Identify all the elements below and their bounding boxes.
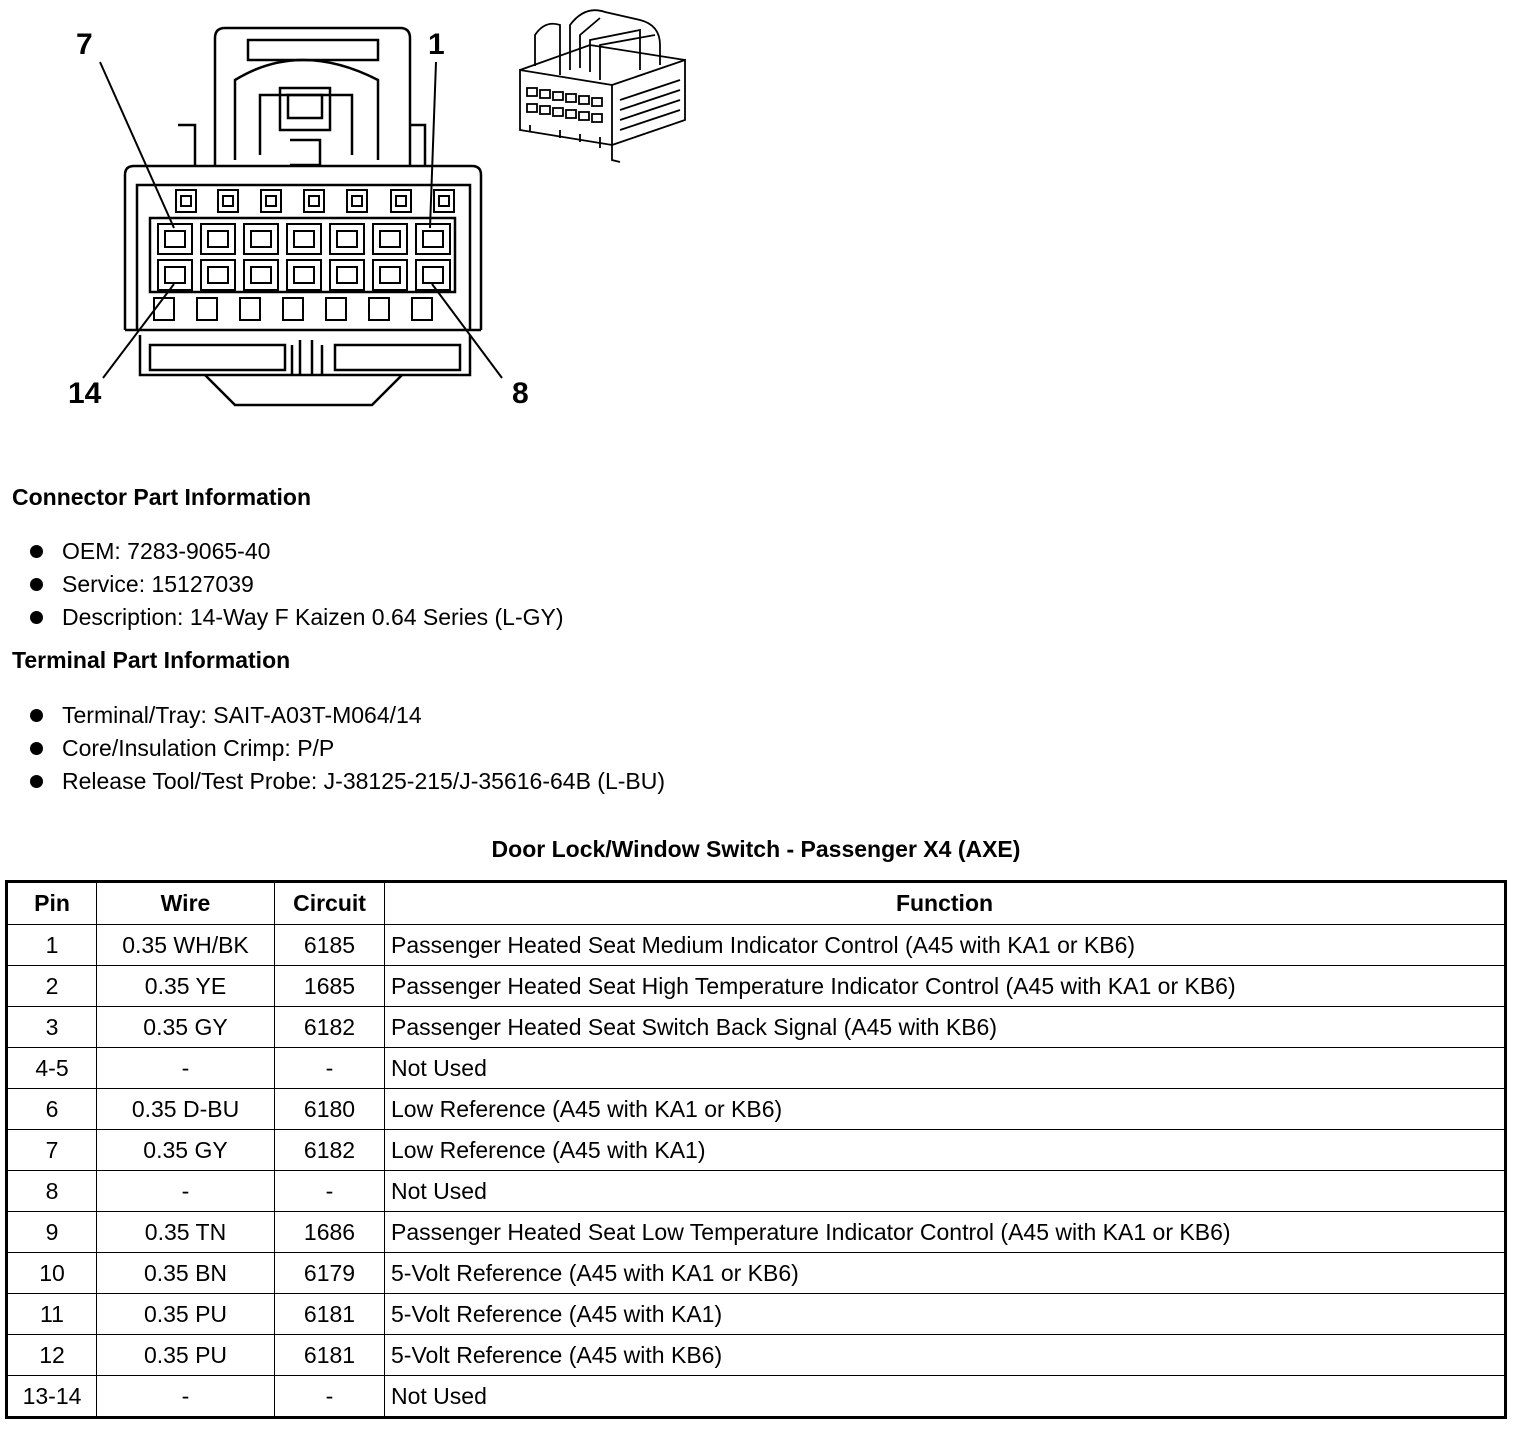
- cell-function: Passenger Heated Seat Switch Back Signal (A45 with KB6): [385, 1007, 1506, 1048]
- cavity-row-top: [176, 190, 454, 212]
- header-wire: Wire: [97, 882, 275, 925]
- cell-pin: 10: [7, 1253, 97, 1294]
- table-title: Door Lock/Window Switch - Passenger X4 (AXE): [491, 836, 1021, 862]
- connector-face-drawing: [125, 28, 481, 405]
- list-item: Service: 15127039: [30, 568, 564, 601]
- cell-function: Low Reference (A45 with KA1 or KB6): [385, 1089, 1506, 1130]
- cell-circuit: 6185: [275, 925, 385, 966]
- cell-circuit: 6181: [275, 1294, 385, 1335]
- list-item: OEM: 7283-9065-40: [30, 535, 564, 568]
- cell-wire: 0.35 GY: [97, 1007, 275, 1048]
- bullet-icon: [30, 742, 43, 755]
- cell-pin: 1: [7, 925, 97, 966]
- table-row: [7, 925, 1506, 966]
- cell-function: Low Reference (A45 with KA1): [385, 1130, 1506, 1171]
- cell-pin: 4-5: [7, 1048, 97, 1089]
- header-pin: Pin: [7, 882, 97, 925]
- cell-pin: 11: [7, 1294, 97, 1335]
- cell-wire: 0.35 D-BU: [97, 1089, 275, 1130]
- cell-circuit: 1686: [275, 1212, 385, 1253]
- cell-pin: 12: [7, 1335, 97, 1376]
- cell-function: 5-Volt Reference (A45 with KA1 or KB6): [385, 1253, 1506, 1294]
- cell-function: Passenger Heated Seat High Temperature Indicator Control (A45 with KA1 or KB6): [385, 966, 1506, 1007]
- header-circuit: Circuit: [275, 882, 385, 925]
- cell-function: Passenger Heated Seat Low Temperature Indicator Control (A45 with KA1 or KB6): [385, 1212, 1506, 1253]
- pinout-table: [5, 880, 1507, 1419]
- cell-wire: 0.35 WH/BK: [97, 925, 275, 966]
- header-function: Function: [385, 882, 1506, 925]
- bullet-icon: [30, 578, 43, 591]
- cell-function: Not Used: [385, 1048, 1506, 1089]
- cell-circuit: 6182: [275, 1007, 385, 1048]
- table-row: [7, 1048, 1506, 1089]
- cell-wire: 0.35 BN: [97, 1253, 275, 1294]
- cell-pin: 7: [7, 1130, 97, 1171]
- table-row: [7, 1376, 1506, 1418]
- cell-pin: 2: [7, 966, 97, 1007]
- cell-wire: -: [97, 1376, 275, 1418]
- cell-circuit: 6181: [275, 1335, 385, 1376]
- cell-circuit: 6180: [275, 1089, 385, 1130]
- table-body: [7, 925, 1506, 1418]
- list-item: Core/Insulation Crimp: P/P: [30, 732, 665, 765]
- table-row: [7, 1253, 1506, 1294]
- bullet-icon: [30, 775, 43, 788]
- cell-wire: 0.35 PU: [97, 1335, 275, 1376]
- table-row: [7, 1089, 1506, 1130]
- cell-function: Not Used: [385, 1171, 1506, 1212]
- table-header-row: [7, 882, 1506, 925]
- pin-label-1: 1: [428, 28, 445, 61]
- pin-label-8: 8: [512, 377, 529, 410]
- cell-function: 5-Volt Reference (A45 with KB6): [385, 1335, 1506, 1376]
- connector-info-heading: Connector Part Information: [12, 484, 312, 510]
- cell-pin: 13-14: [7, 1376, 97, 1418]
- table-row: [7, 1171, 1506, 1212]
- cell-wire: 0.35 GY: [97, 1130, 275, 1171]
- terminal-cavities: [158, 224, 450, 290]
- table-row: [7, 1212, 1506, 1253]
- cell-circuit: 1685: [275, 966, 385, 1007]
- list-item: Release Tool/Test Probe: J-38125-215/J-35616-64B (L-BU): [30, 765, 665, 798]
- terminal-info-list: [30, 699, 665, 798]
- cell-pin: 8: [7, 1171, 97, 1212]
- connector-diagram: [0, 0, 760, 430]
- pin-label-14: 14: [68, 377, 102, 410]
- cell-wire: -: [97, 1048, 275, 1089]
- connector-info-list: [30, 535, 564, 634]
- list-item: Terminal/Tray: SAIT-A03T-M064/14: [30, 699, 665, 732]
- table-row: [7, 1130, 1506, 1171]
- cell-circuit: -: [275, 1171, 385, 1212]
- cell-function: Not Used: [385, 1376, 1506, 1418]
- bullet-icon: [30, 611, 43, 624]
- pin-label-7: 7: [76, 28, 93, 61]
- cell-wire: 0.35 YE: [97, 966, 275, 1007]
- cell-wire: -: [97, 1171, 275, 1212]
- table-row: [7, 1335, 1506, 1376]
- cell-function: Passenger Heated Seat Medium Indicator Control (A45 with KA1 or KB6): [385, 925, 1506, 966]
- cell-function: 5-Volt Reference (A45 with KA1): [385, 1294, 1506, 1335]
- connector-3d-view: [520, 10, 685, 162]
- table-row: [7, 966, 1506, 1007]
- bullet-icon: [30, 709, 43, 722]
- cell-wire: 0.35 PU: [97, 1294, 275, 1335]
- list-item: Description: 14-Way F Kaizen 0.64 Series (L-GY): [30, 601, 564, 634]
- table-row: [7, 1294, 1506, 1335]
- cavity-row-bottom: [154, 298, 432, 320]
- cell-pin: 9: [7, 1212, 97, 1253]
- bullet-icon: [30, 545, 43, 558]
- cell-circuit: -: [275, 1376, 385, 1418]
- cell-circuit: -: [275, 1048, 385, 1089]
- terminal-info-heading: Terminal Part Information: [12, 647, 291, 673]
- cell-circuit: 6179: [275, 1253, 385, 1294]
- table-row: [7, 1007, 1506, 1048]
- cell-wire: 0.35 TN: [97, 1212, 275, 1253]
- cell-pin: 3: [7, 1007, 97, 1048]
- cell-pin: 6: [7, 1089, 97, 1130]
- cell-circuit: 6182: [275, 1130, 385, 1171]
